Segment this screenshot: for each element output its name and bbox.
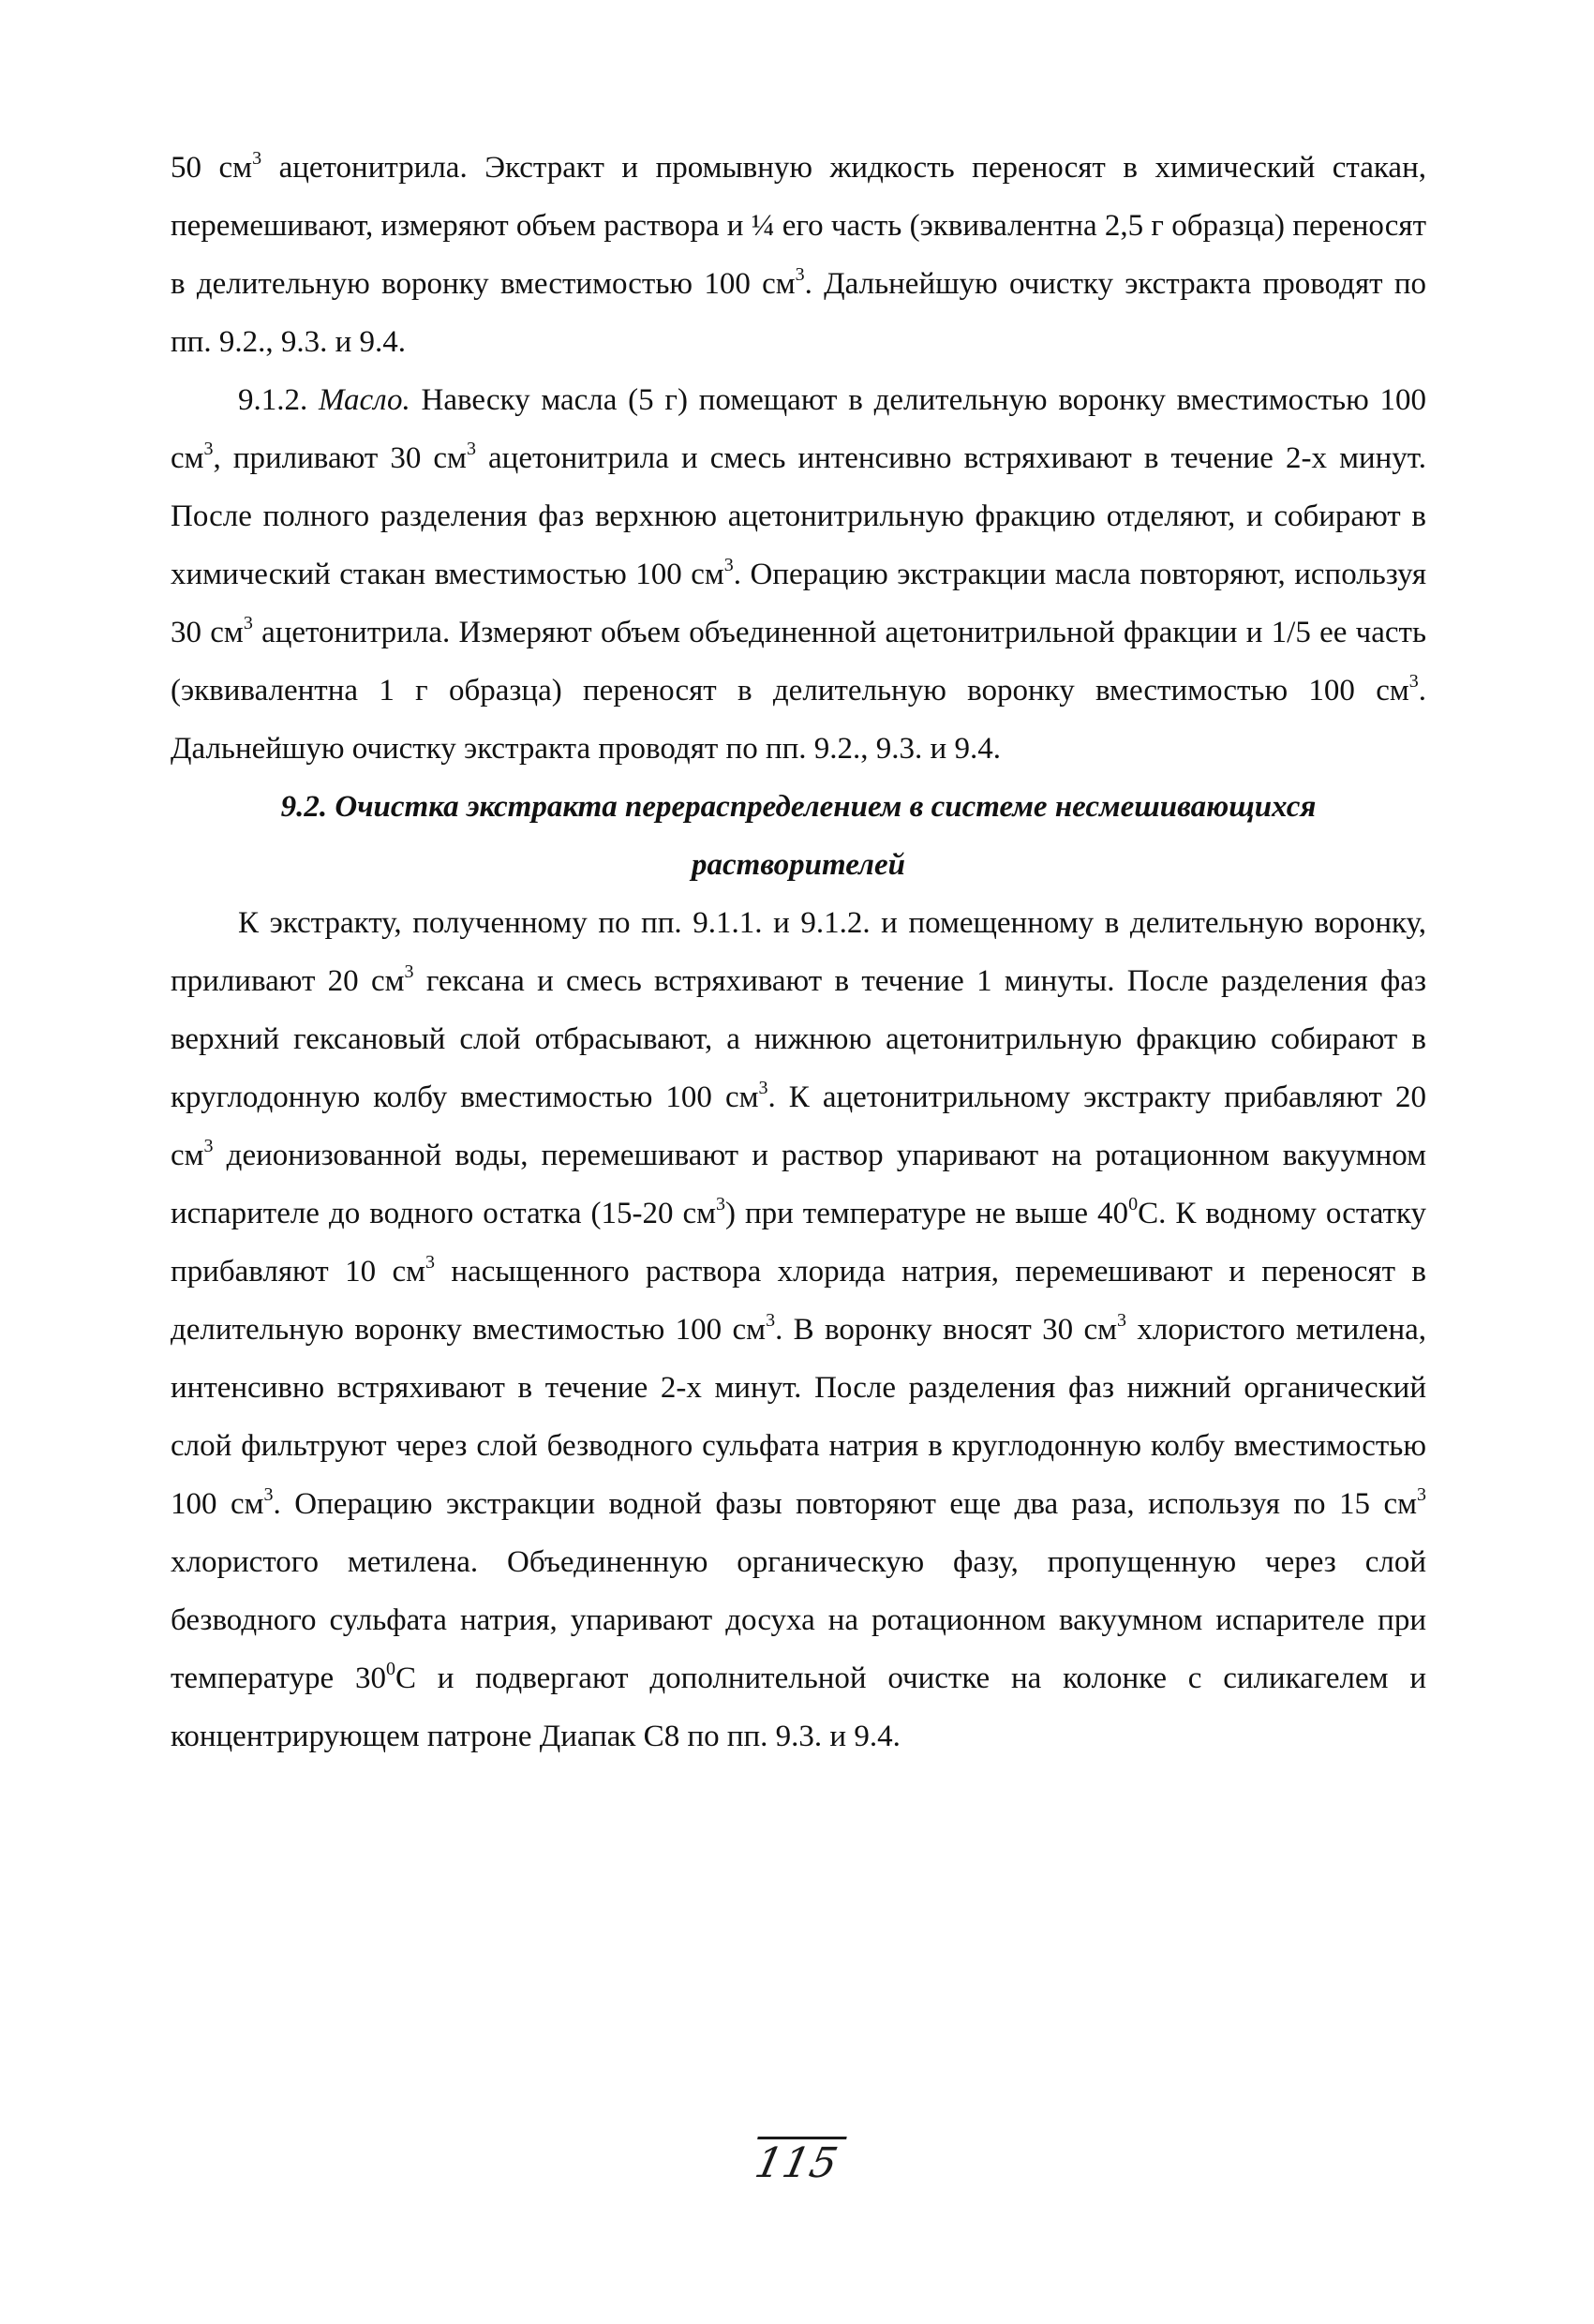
paragraph-oil-extraction: 9.1.2. Масло. Навеску масла (5 г) помещают в делительную воронку вместимостью 100 $см^3$, приливают 30 $см^3$ ацетонитрила и смесь интенсивно встряхивают в течение 2-х минут. После полного разделения фаз верхнюю ацетонитрильную фракцию отделяют, и собирают в химический стакан вместимостью 100 $см^3$. Операцию экстракции масла повторяют, используя 30 $см^3$ ацетонитрила. Измеряют объем объединенной ацетонитрильной фракции и 1/5 ее часть (эквивалентна 1 г образца) переносят в делительную воронку вместимостью 100 $см^3$. Дальнейшую очистку экстракта проводят по пп. 9.2., 9.3. и 9.4. — [171, 383, 1427, 766]
paragraph-partition-cleanup: К экстракту, полученному по пп. 9.1.1. и 9.1.2. и помещенному в делительную воронку, приливают 20 $см^3$ гексана и смесь встряхивают в течение 1 минуты. После разделения фаз верхний гексановый слой отбрасывают, а нижнюю ацетонитрильную фракцию собирают в круглодонную колбу вместимостью 100 $см^3$. К ацетонитрильному экстракту прибавляют 20 $см^3$ деионизованной воды, перемешивают и раствор упаривают на ротационном вакуумном испарителе до водного остатка (15-20 $см^3$) при температуре не выше $40^0С$. К водному остатку прибавляют 10 $см^3$ насыщенного раствора хлорида натрия, перемешивают и переносят в делительную воронку вместимостью 100 $см^3$. В воронку вносят 30 $см^3$ хлористого метилена, интенсивно встряхивают в течение 2-х минут. После разделения фаз нижний органический слой фильтруют через слой безводного сульфата натрия в круглодонную колбу вместимостью 100 $см^3$. Операцию экстракции водной фазы повторяют еще два раза, используя по 15 $см^3$ хлористого метилена. Объединенную органическую фазу, пропущенную через слой безводного сульфата натрия, упаривают досуха на ротационном вакуумном испарителе при температуре $30^0С$ и подвергают дополнительной очистке на колонке с силикагелем и концентрирующем патроне Диапак С8 по пп. 9.3. и 9.4. — [171, 906, 1427, 1753]
section-heading-9-2: 9.2. Очистка экстракта перераспределением в системе несмешивающихся растворителей — [280, 790, 1317, 882]
oil-label: Масло. — [319, 383, 410, 417]
document-body — [171, 139, 1426, 1765]
handwritten-page-number: 115 — [0, 2137, 1594, 2187]
paragraph-extract-transfer: 50 $см^3$ ацетонитрила. Экстракт и промывную жидкость переносят в химический стакан, перемешивают, измеряют объем раствора и ¼ его часть (эквивалентна 2,5 г образца) переносят в делительную воронку вместимостью 100 $см^3$. Дальнейшую очистку экстракта проводят по пп. 9.2., 9.3. и 9.4. — [171, 148, 1426, 359]
